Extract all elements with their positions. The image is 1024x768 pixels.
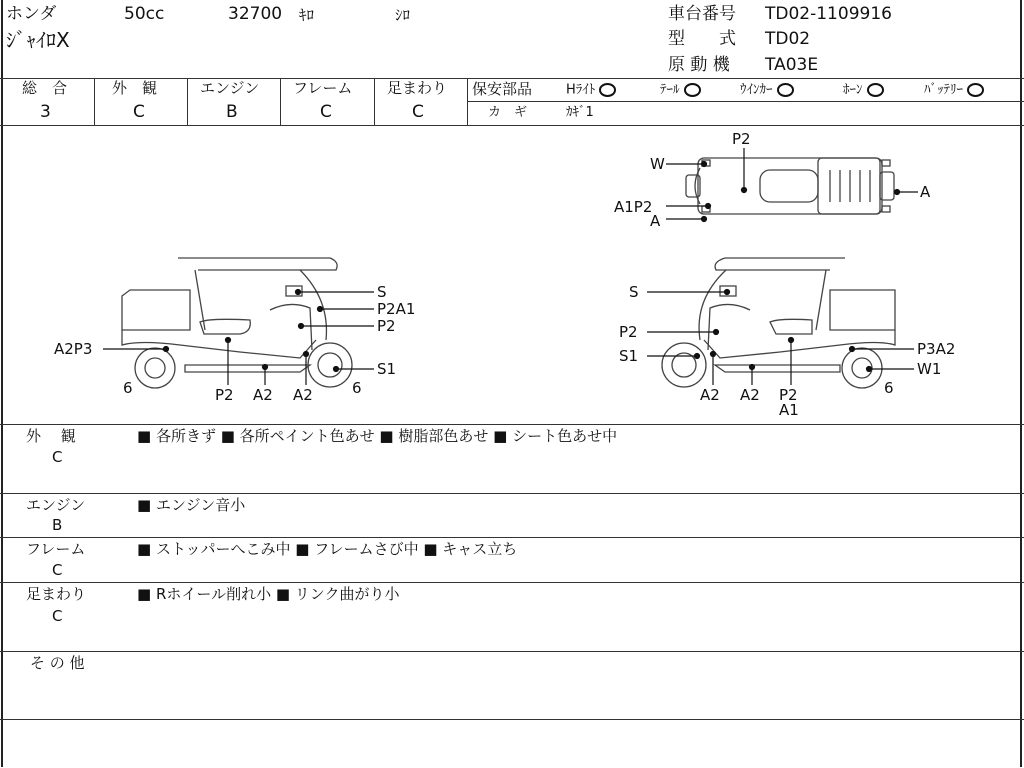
label-right-6: 6 — [884, 379, 894, 397]
grid-line — [0, 651, 1024, 652]
remark-exterior-label: 外 観 — [26, 427, 76, 445]
right-view-scooter — [662, 258, 895, 388]
overall-label: 総 合 — [22, 79, 68, 97]
remark-suspension-grade: C — [52, 607, 63, 625]
remark-other-label: そ の 他 — [30, 654, 85, 672]
grid-line — [0, 719, 1024, 720]
grid-line — [0, 493, 1024, 494]
key-value: ｶｷﾞ1 — [566, 105, 594, 120]
label-left-bottom-a2a: A2 — [253, 386, 273, 404]
maker: ホンダ — [6, 4, 57, 24]
label-top-a-right: A — [920, 183, 931, 201]
label-right-bottom-a1: A1 — [779, 401, 799, 419]
remark-frame-grade: C — [52, 561, 63, 579]
engine-grade: B — [226, 102, 238, 122]
label-right-bottom-a2b: A2 — [740, 386, 760, 404]
label-left-bottom-a2b: A2 — [293, 386, 313, 404]
grid-line — [0, 537, 1024, 538]
safety-tail: ﾃｰﾙ — [660, 83, 701, 97]
label-right-p2: P2 — [619, 323, 638, 341]
remark-engine-grade: B — [52, 516, 63, 534]
label-left-s1: S1 — [377, 360, 397, 378]
remark-engine-text: ■ エンジン音小 — [137, 496, 246, 514]
label-top-a-left: A — [650, 212, 661, 230]
label-left-p2a1: P2A1 — [377, 300, 416, 318]
label-top-a1p2: A1P2 — [614, 198, 653, 216]
remark-suspension-label: 足まわり — [26, 585, 87, 603]
frame-no: TD02-1109916 — [765, 4, 892, 24]
label-left-bottom-p2: P2 — [215, 386, 234, 404]
label-left-6b: 6 — [352, 379, 362, 397]
label-right-bottom-p2: P2 — [779, 386, 798, 404]
overall-grade: 3 — [40, 102, 51, 122]
key-label: カ ギ — [488, 105, 528, 120]
exterior-grade: C — [133, 102, 145, 122]
label-right-bottom-a2a: A2 — [700, 386, 720, 404]
safety-headlight: Hﾗｲﾄ — [566, 83, 616, 97]
type-label: 型 式 — [668, 29, 736, 49]
label-left-a2p3: A2P3 — [54, 340, 93, 358]
top-view-scooter — [686, 158, 894, 214]
label-left-6a: 6 — [123, 379, 133, 397]
color: ｼﾛ — [395, 6, 411, 24]
remark-frame-text: ■ ストッパーへこみ中 ■ フレームさび中 ■ キャス立ち — [137, 540, 518, 558]
left-view-scooter — [122, 258, 352, 388]
engine-label: 原 動 機 — [668, 55, 730, 75]
label-top-p2: P2 — [732, 130, 751, 148]
label-right-w1: W1 — [917, 360, 942, 378]
safety-battery: ﾊﾞｯﾃﾘｰ — [924, 83, 984, 97]
grid-line — [0, 582, 1024, 583]
frame-no-label: 車台番号 — [668, 4, 736, 24]
safety-label: 保安部品 — [472, 80, 533, 98]
engine-grade-label: エンジン — [200, 79, 260, 97]
suspension-grade-label: 足まわり — [387, 79, 448, 97]
remark-exterior-grade: C — [52, 448, 63, 466]
remark-engine-label: エンジン — [26, 496, 86, 514]
type-value: TD02 — [765, 29, 811, 49]
remark-frame-label: フレーム — [26, 540, 86, 558]
model-name: ｼﾞｬｲﾛX — [6, 28, 70, 52]
mileage-unit: ｷﾛ — [299, 6, 315, 24]
remark-exterior-text: ■ 各所きず ■ 各所ペイント色あせ ■ 樹脂部色あせ ■ シート色あせ中 — [137, 427, 618, 445]
label-left-p2: P2 — [377, 317, 396, 335]
mileage: 32700 — [228, 4, 283, 24]
frame-grade-label: フレーム — [293, 79, 353, 97]
exterior-label: 外 観 — [112, 79, 158, 97]
safety-winker: ｳｲﾝｶｰ — [740, 83, 794, 97]
label-right-p3a2: P3A2 — [917, 340, 956, 358]
label-right-s: S — [629, 283, 639, 301]
label-top-w: W — [650, 155, 665, 173]
frame-grade: C — [320, 102, 332, 122]
displacement: 50cc — [124, 4, 165, 24]
label-left-s: S — [377, 283, 387, 301]
label-right-s1: S1 — [619, 347, 639, 365]
suspension-grade: C — [412, 102, 424, 122]
remark-suspension-text: ■ Rホイール削れ小 ■ リンク曲がり小 — [137, 585, 400, 603]
engine-value: TA03E — [765, 55, 819, 75]
safety-horn: ﾎｰﾝ — [843, 83, 884, 97]
